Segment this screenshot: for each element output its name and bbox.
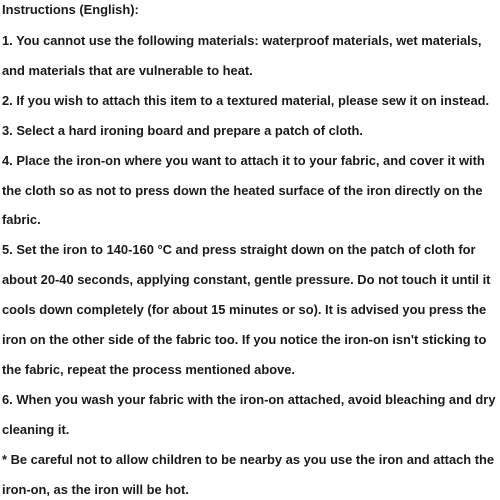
instruction-line-2: 2. If you wish to attach this item to a textured material, please sew it on instead. bbox=[2, 93, 490, 108]
instruction-line-6a: 6. When you wash your fabric with the iron-on attached, avoid bleaching and dry bbox=[2, 392, 496, 407]
instruction-line-4a: 4. Place the iron-on where you want to attach it to your fabric, and cover it with bbox=[2, 153, 485, 168]
instruction-line-5c: cools down completely (for about 15 minutes or so). It is advised you press the bbox=[2, 302, 487, 317]
instruction-line-4b: the cloth so as not to press down the heated surface of the iron directly on the bbox=[2, 183, 483, 198]
instruction-line-5d: iron on the other side of the fabric too. If you notice the iron-on isn't sticking to bbox=[2, 332, 487, 347]
instructions-heading: Instructions (English): bbox=[2, 2, 139, 17]
instruction-line-4c: fabric. bbox=[2, 212, 41, 227]
instruction-line-1a: 1. You cannot use the following materials: waterproof materials, wet materials, bbox=[2, 33, 482, 48]
warning-note-line-a: * Be careful not to allow children to be nearby as you use the iron and attach the bbox=[2, 452, 495, 467]
instruction-line-1b: and materials that are vulnerable to heat. bbox=[2, 63, 253, 78]
instruction-line-5e: the fabric, repeat the process mentioned above. bbox=[2, 362, 295, 377]
instruction-line-5a: 5. Set the iron to 140-160 °C and press straight down on the patch of cloth for bbox=[2, 242, 476, 257]
instruction-line-3: 3. Select a hard ironing board and prepare a patch of cloth. bbox=[2, 123, 364, 138]
warning-note-line-b: iron-on, as the iron will be hot. bbox=[2, 482, 189, 497]
instruction-line-5b: about 20-40 seconds, applying constant, gentle pressure. Do not touch it until it bbox=[2, 272, 491, 287]
instruction-line-6b: cleaning it. bbox=[2, 422, 70, 437]
